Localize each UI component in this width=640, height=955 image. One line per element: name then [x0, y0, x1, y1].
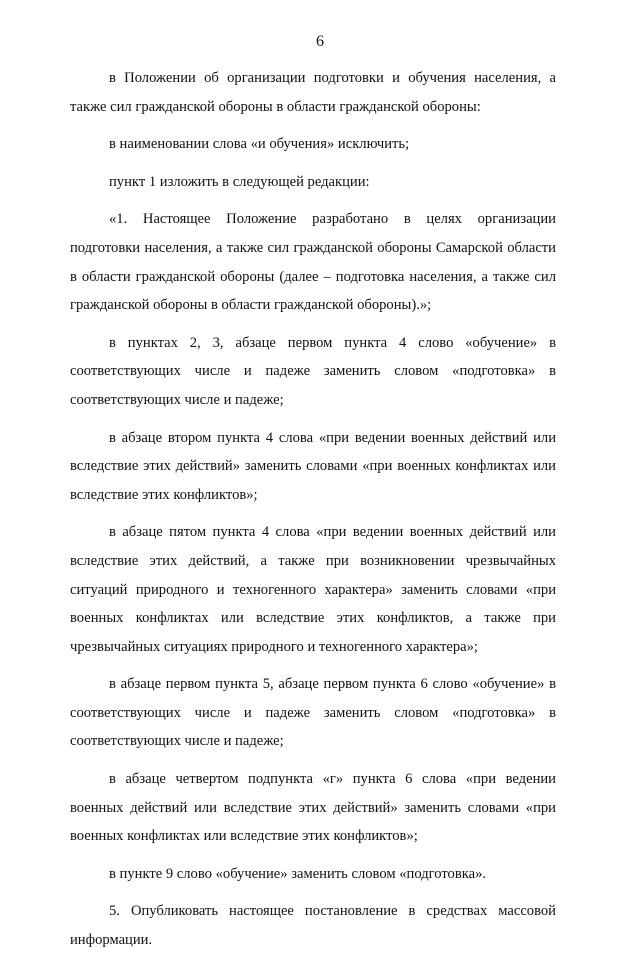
paragraph: «1. Настоящее Положение разработано в целях организации подготовки населения, а также сил гражданской обороны Самарской области в области гражданской обороны (далее – подготовка населения, а также сил гражданской обороны в области гражданской обороны).»; [70, 211, 556, 314]
paragraph: в пункте 9 слово «обучение» заменить словом «подготовка». [109, 865, 487, 882]
document-body [70, 64, 556, 955]
paragraph: в абзаце четвертом подпункта «г» пункта 6 слова «при ведении военных действий или вследствие этих действий» заменить словами «при военных конфликтах или вследствие этих конфликтов»; [70, 771, 556, 845]
paragraph: в абзаце первом пункта 5, абзаце первом пункта 6 слово «обучение» в соответствующих числе и падеже заменить словом «подготовка» в соответствующих числе и падеже; [70, 676, 556, 750]
paragraph: в наименовании слова «и обучения» исключить; [109, 136, 410, 153]
paragraph: 5. Опубликовать настоящее постановление в средствах массовой информации. [70, 903, 556, 949]
paragraph: в Положении об организации подготовки и обучения населения, а также сил гражданской обороны в области гражданской обороны: [70, 70, 556, 115]
paragraph: пункт 1 изложить в следующей редакции: [109, 173, 370, 190]
page-number: 6 [316, 33, 324, 50]
paragraph: в абзаце пятом пункта 4 слова «при ведении военных действий или вследствие этих действий, а также при возникновении чрезвычайных ситуаций природного и техногенного характера» заменить словами «при военных конфликтах или вследствие этих конфликтов, а также при чрезвычайных ситуациях природного и техногенного характера»; [70, 524, 556, 655]
paragraph: в абзаце втором пункта 4 слова «при ведении военных действий или вследствие этих действий» заменить словами «при военных конфликтах или вследствие этих конфликтов»; [70, 429, 556, 503]
paragraph: в пунктах 2, 3, абзаце первом пункта 4 слово «обучение» в соответствующих числе и падеже заменить словом «подготовка» в соответствующих числе и падеже; [70, 334, 556, 408]
